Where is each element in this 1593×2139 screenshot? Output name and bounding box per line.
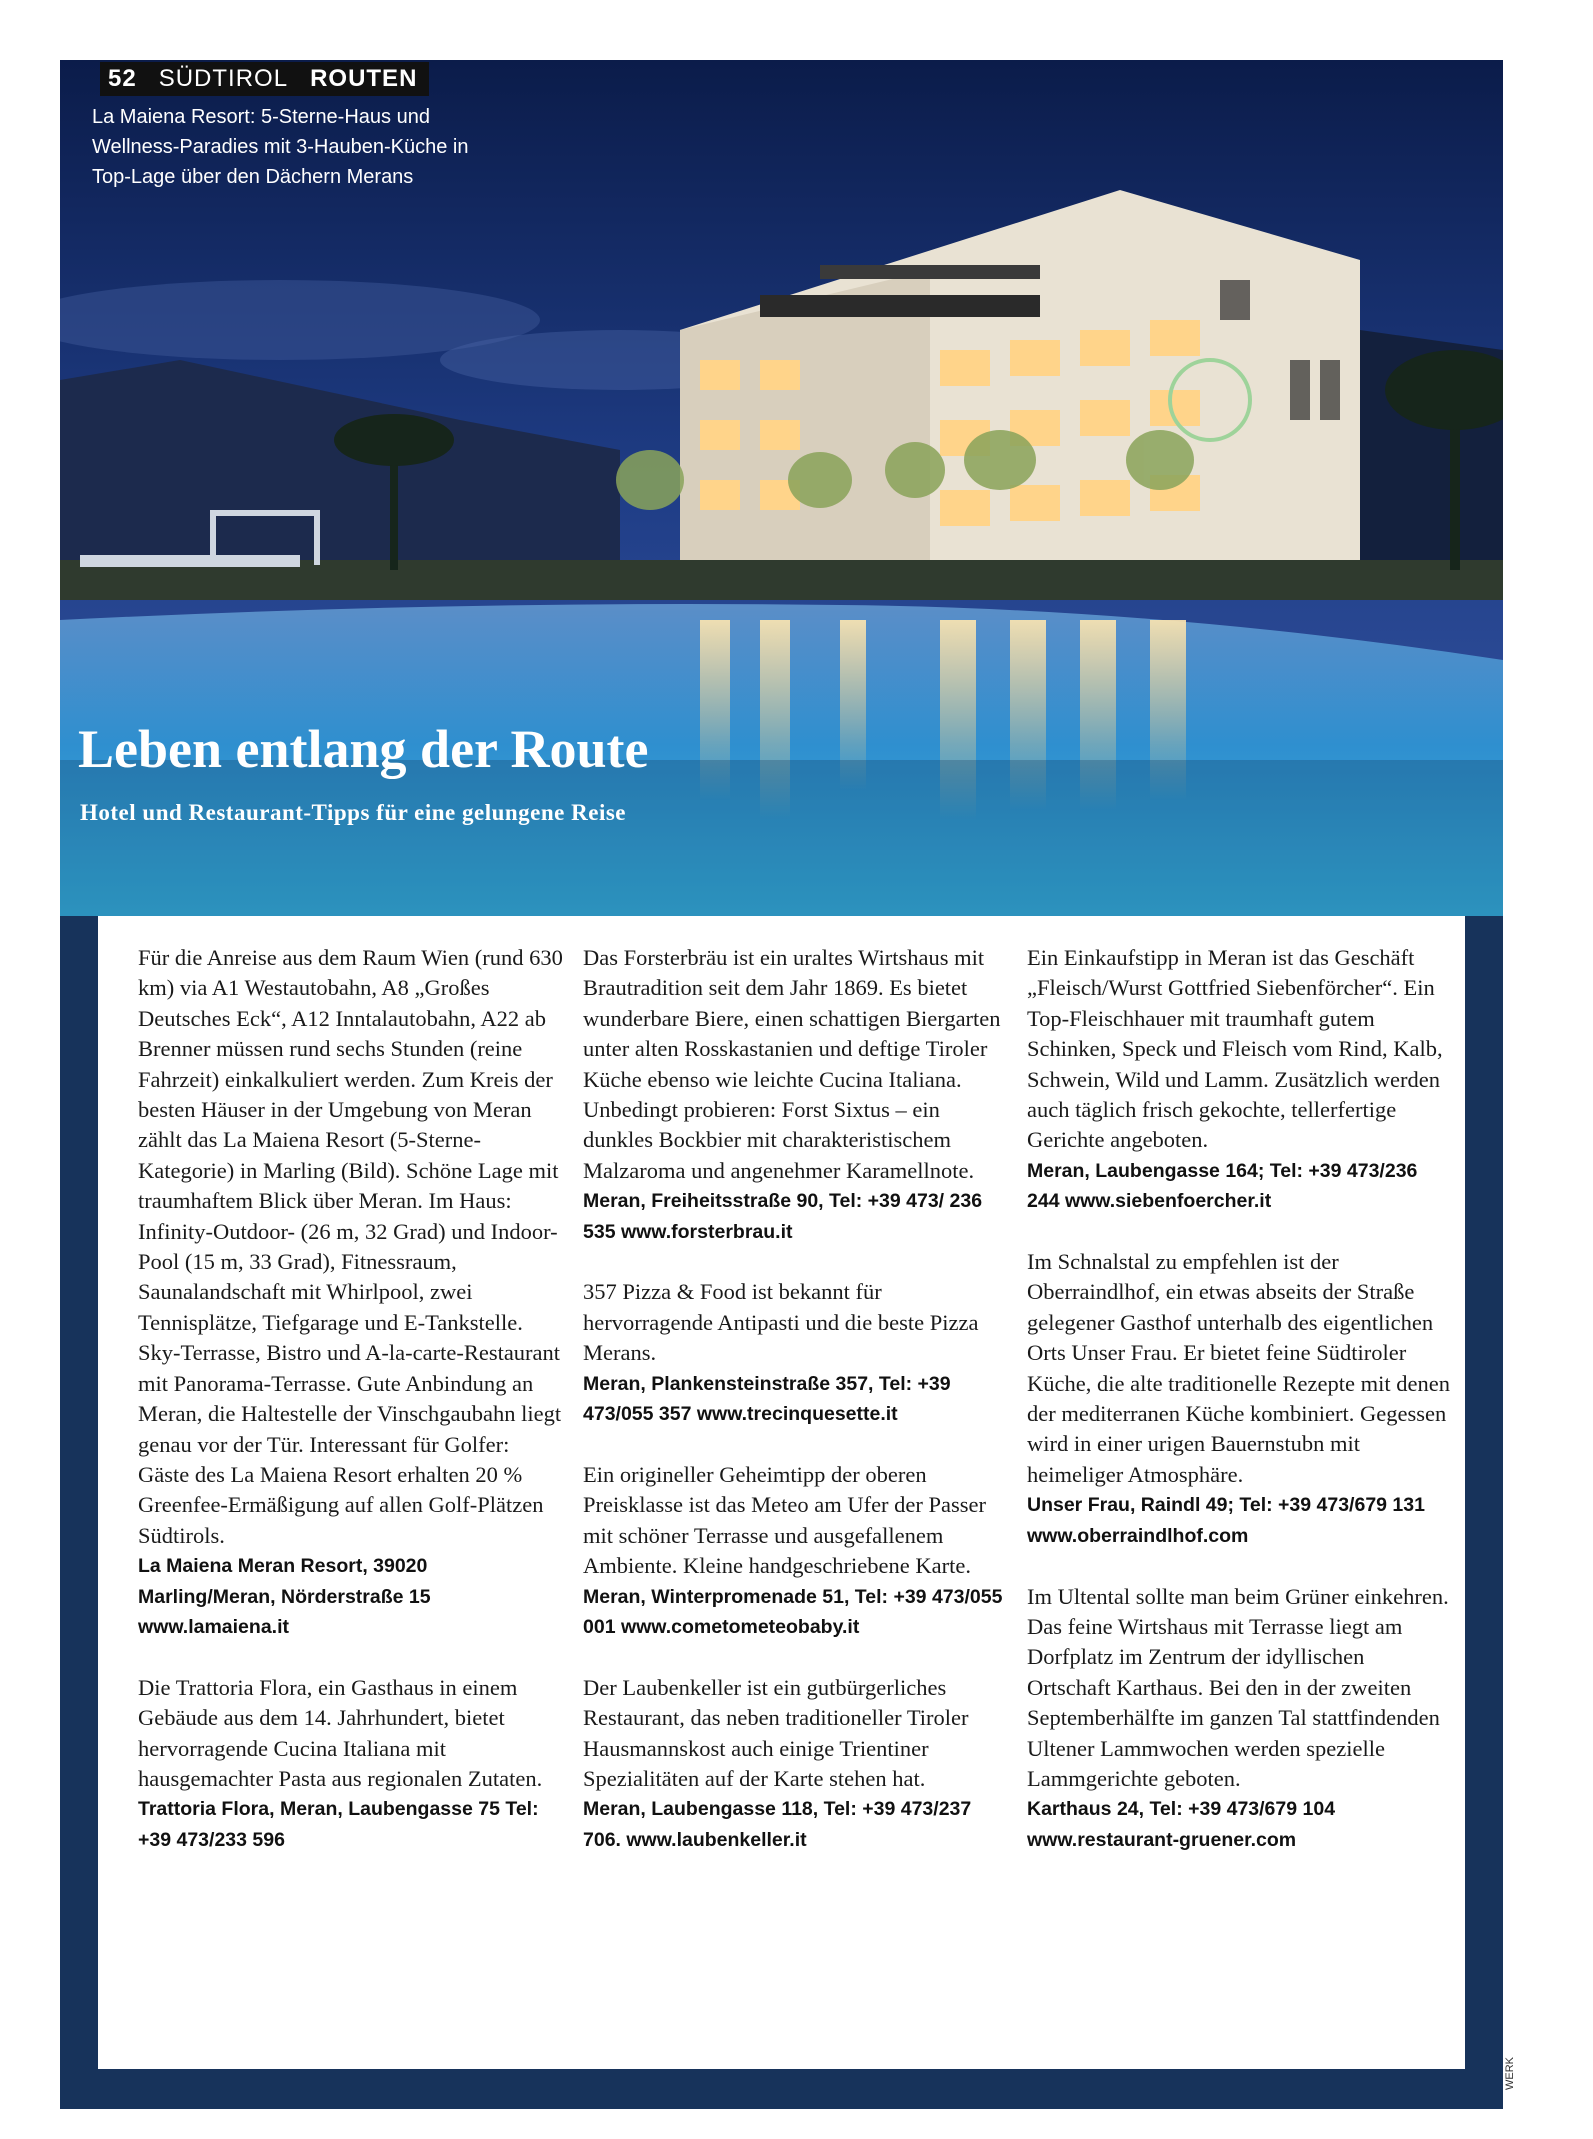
article-entry [583,1673,1008,1855]
article-entry [1027,943,1452,1217]
article-entry [583,1277,1008,1429]
entry-text: Das Forsterbräu ist ein uraltes Wirtshaus mit Brautradition seit dem Jahr 1869. Es bietet wunderbare Biere, einen schattigen Biergarten unter alten Rosskastanien und deftige Tiroler Küche ebenso wie leichte Cucina Italiana. Unbedingt probieren: Forst Sixtus – ein dunkles Bockbier mit charakteristischem Malzaroma und angenehmer Karamellnote. [583,945,1001,1183]
article-entry [1027,1582,1452,1856]
article-entry [138,1673,563,1855]
entry-contact-info: Meran, Laubengasse 118, Tel: +39 473/237 706. www.laubenkeller.it [583,1798,972,1851]
text-column-2 [583,943,1008,1886]
article-entry [583,1460,1008,1642]
article-entry [583,943,1008,1247]
entry-text: 357 Pizza & Food ist bekannt für hervorragende Antipasti und die beste Pizza Merans. [583,1279,979,1366]
text-column-3 [1027,943,1452,1886]
entry-contact-info: Unser Frau, Raindl 49; Tel: +39 473/679 131 www.oberraindlhof.com [1027,1494,1425,1547]
entry-text: Im Ultental sollte man beim Grüner einkehren. Das feine Wirtshaus mit Terrasse liegt am Dorfplatz im Zentrum der idyllischen Ortschaft Karthaus. Bei den in der zweiten Septemberhälfte im ganzen Tal stattfindenden Ultener Lammwochen werden spezielle Lammgerichte geboten. [1027,1583,1449,1791]
entry-text: Die Trattoria Flora, ein Gasthaus in einem Gebäude aus dem 14. Jahrhundert, bietet hervorragende Cucina Italiana mit hausgemachter Pasta aus regionalen Zutaten. [138,1674,543,1791]
entry-contact-info: Meran, Plankensteinstraße 357, Tel: +39 473/055 357 www.trecinquesette.it [583,1372,951,1426]
entry-text: Im Schnalstal zu empfehlen ist der Oberraindlhof, ein etwas abseits der Straße gelegener Gasthof unterhalb des eigentlichen Orts Unser Frau. Er bietet feine Südtiroler Küche, die alte traditionelle Rezepte mit denen der mediterranen Küche kombiniert. Gegessen wird in einer urigen Bauernstubn mit heimeliger Atmosphäre. [1027,1249,1450,1487]
section-name: SÜDTIROL [158,65,289,92]
entry-contact-info: La Maiena Meran Resort, 39020 Marling/Meran, Nörderstraße 15 www.lamaiena.it [138,1555,431,1638]
entry-contact-info: Meran, Freiheitsstraße 90, Tel: +39 473/ 236 535 www.forsterbrau.it [583,1190,983,1243]
article-subtitle: Hotel und Restaurant-Tipps für eine gelungene Reise [80,800,627,825]
article-title: Leben entlang der Route [78,719,649,779]
entry-text: Ein origineller Geheimtipp der oberen Preisklasse ist das Meteo am Ufer der Passer mit schöner Terrasse und ausgefallenem Ambiente. Kleine handgeschriebene Karte. [583,1461,987,1579]
entry-contact-info: Meran, Winterpromenade 51, Tel: +39 473/055 001 www.cometometeobaby.it [583,1585,1003,1638]
entry-text: Ein Einkaufstipp in Meran ist das Geschäft „Fleisch/Wurst Gottfried Siebenförcher“. Ein Top-Fleischhauer mit traumhaft gutem Schinken, Speck und Fleisch vom Rind, Kalb, Schwein, Wild und Lamm. Zusätzlich werden auch täglich frisch gekochte, tellerfertige Gerichte angeboten. [1027,945,1443,1153]
entry-contact-info: Karthaus 24, Tel: +39 473/679 104 www.restaurant-gruener.com [1027,1798,1336,1851]
page-header-tag [100,62,429,96]
photo-credit: WERK [1504,2057,1516,2090]
photo-caption: La Maiena Resort: 5-Sterne-Haus und Wellness-Paradies mit 3-Hauben-Küche in Top-Lage über den Dächern Merans [92,106,469,188]
entry-contact-info: Trattoria Flora, Meran, Laubengasse 75 Tel: +39 473/233 596 [138,1798,539,1851]
entry-text: Der Laubenkeller ist ein gutbürgerliches Restaurant, das neben traditioneller Tiroler Hausmannskost auch einige Trientiner Spezialitäten auf der Karte stehen hat. [583,1674,969,1791]
category-name: ROUTEN [310,65,418,92]
text-column-1 [138,943,563,1886]
article-entry [138,943,563,1642]
page-number: 52 [108,65,137,92]
entry-contact-info: Meran, Laubengasse 164; Tel: +39 473/236 244 www.siebenfoercher.it [1027,1159,1418,1213]
entry-text: Für die Anreise aus dem Raum Wien (rund 630 km) via A1 Westautobahn, A8 „Großes Deutsches Eck“, A12 Inntalautobahn, A22 ab Brenner müssen rund sechs Stunden (reine Fahrzeit) einkalkuliert werden. Zum Kreis der besten Häuser in der Umgebung von Meran zählt das La Maiena Resort (5-Sterne-Kategorie) in Marling (Bild). Schöne Lage mit traumhaftem Blick über Meran. Im Haus: Infinity-Outdoor- (26 m, 32 Grad) und Indoor-Pool (15 m, 33 Grad), Fitnessraum, Saunalandschaft mit Whirlpool, zwei Tennisplätze, Tiefgarage und E-Tankstelle. Sky-Terrasse, Bistro und A-la-carte-Restaurant mit Panorama-Terrasse. Gute Anbindung an Meran, die Haltestelle der Vinschgaubahn liegt genau vor der Tür. Interessant für Golfer: Gäste des La Maiena Resort erhalten 20 % Greenfee-Ermäßigung auf allen Golf-Plätzen Südtirols. [138,945,563,1548]
article-entry [1027,1247,1452,1551]
